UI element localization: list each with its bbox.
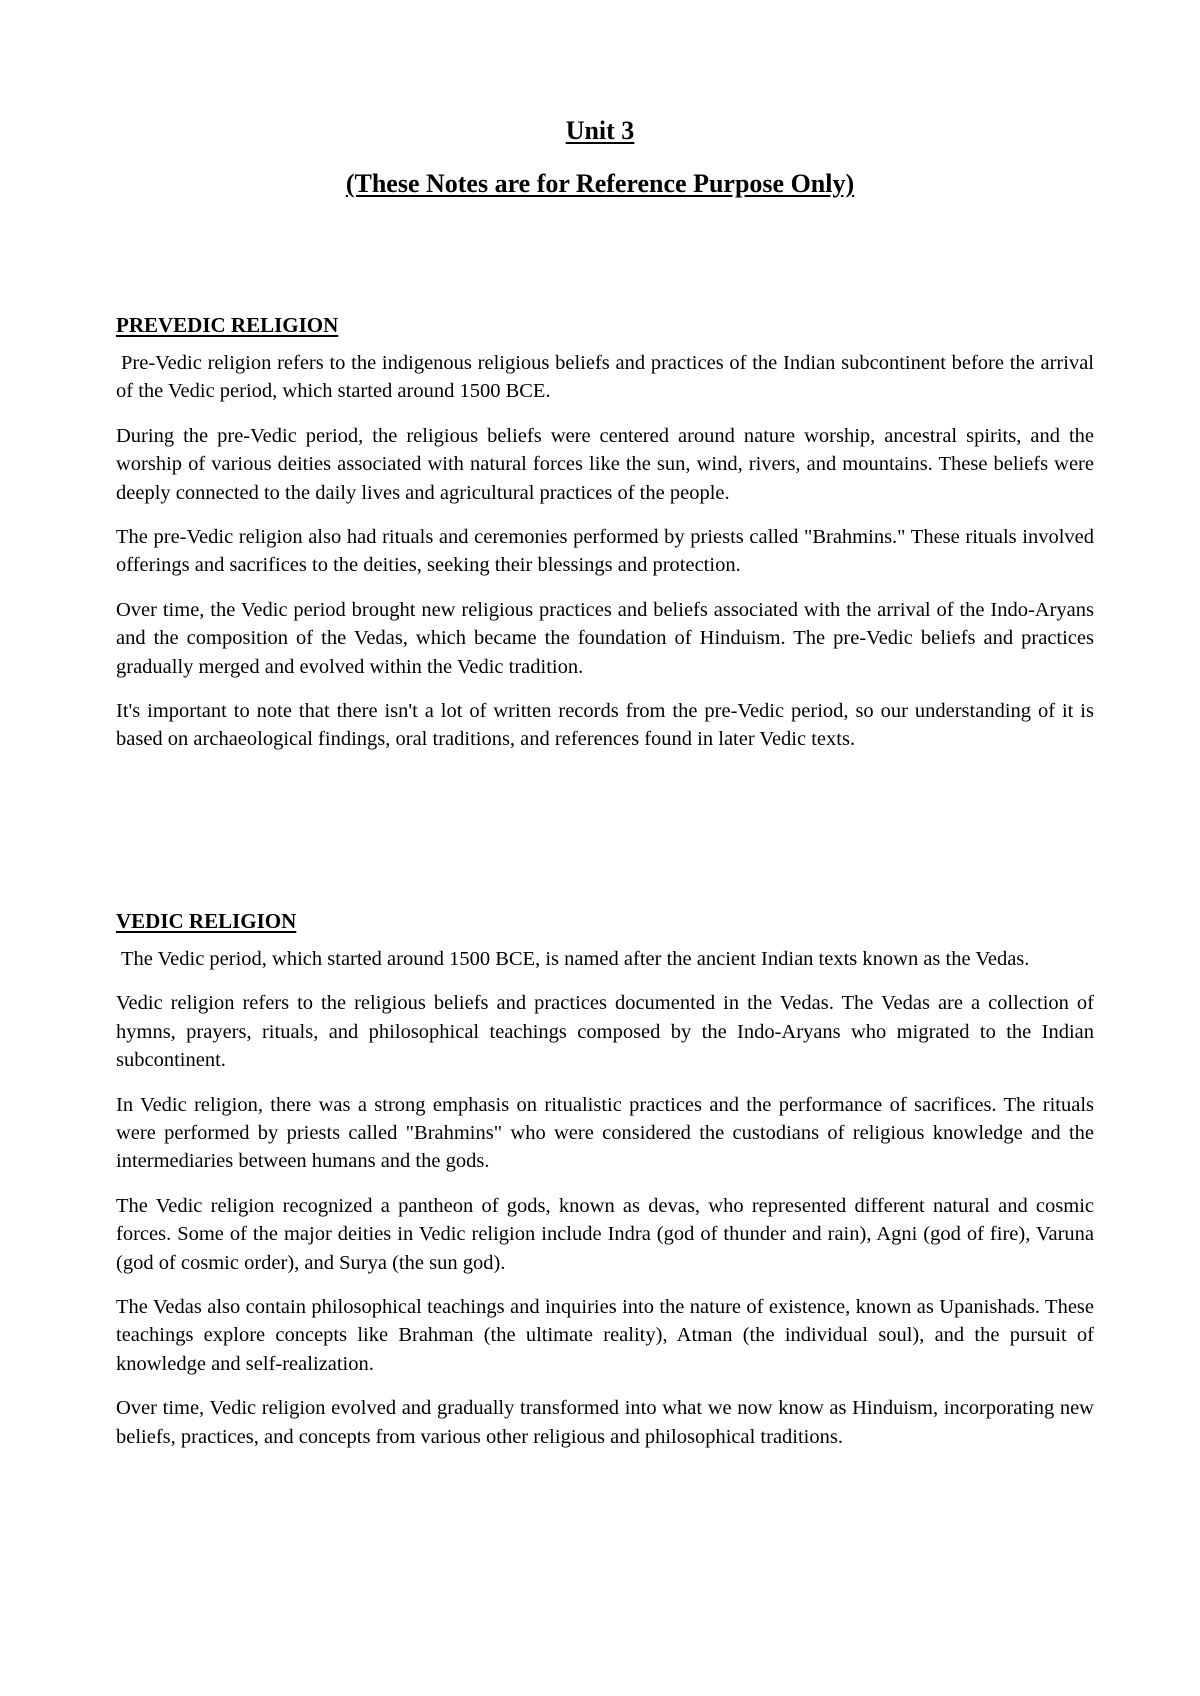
- section-heading: PREVEDIC RELIGION: [116, 313, 339, 337]
- paragraph: The pre-Vedic religion also had rituals and ceremonies performed by priests called "Brahmins." These rituals involved offerings and sacrifices to the deities, seeking their blessings and protection.: [116, 526, 1094, 577]
- document-subtitle: (These Notes are for Reference Purpose Only): [345, 169, 855, 198]
- paragraph: During the pre-Vedic period, the religious beliefs were centered around nature worship, ancestral spirits, and the worship of various deities associated with natural forces like the sun, wind, rivers, and mountains. These beliefs were deeply connected to the daily lives and agricultural practices of the people.: [116, 424, 1094, 504]
- section-vedic-religion: [116, 907, 1094, 1467]
- paragraph: The Vedic religion recognized a pantheon of gods, known as devas, who represented different natural and cosmic forces. Some of the major deities in Vedic religion include Indra (god of thunder and rain), Agni (god of fire), Varuna (god of cosmic order), and Surya (the sun god).: [116, 1194, 1094, 1274]
- paragraph: It's important to note that there isn't a lot of written records from the pre-Vedic period, so our understanding of it is based on archaeological findings, oral traditions, and references found in later Vedic texts.: [116, 700, 1094, 751]
- paragraph: Over time, Vedic religion evolved and gradually transformed into what we now know as Hinduism, incorporating new beliefs, practices, and concepts from various other religious and philosophical traditions.: [116, 1397, 1094, 1448]
- paragraph: In Vedic religion, there was a strong emphasis on ritualistic practices and the performance of sacrifices. The rituals were performed by priests called "Brahmins" who were considered the custodians of religious knowledge and the intermediaries between humans and the gods.: [116, 1093, 1094, 1173]
- paragraph: Over time, the Vedic period brought new religious practices and beliefs associated with the arrival of the Indo-Aryans and the composition of the Vedas, which became the foundation of Hinduism. The pre-Vedic beliefs and practices gradually merged and evolved within the Vedic tradition.: [116, 598, 1094, 678]
- section-heading: VEDIC RELIGION: [116, 909, 297, 933]
- paragraph: Pre-Vedic religion refers to the indigenous religious beliefs and practices of the Indian subcontinent before the arrival of the Vedic period, which started around 1500 BCE.: [116, 352, 1094, 403]
- document-title: Unit 3: [565, 116, 635, 145]
- paragraph: Vedic religion refers to the religious beliefs and practices documented in the Vedas. The Vedas are a collection of hymns, prayers, rituals, and philosophical teachings composed by the Indo-Aryans who migrated to the Indian subcontinent.: [116, 992, 1094, 1072]
- section-prevedic-religion: [116, 311, 1094, 770]
- paragraph: The Vedic period, which started around 1500 BCE, is named after the ancient Indian texts known as the Vedas.: [121, 948, 1030, 970]
- paragraph: The Vedas also contain philosophical teachings and inquiries into the nature of existence, known as Upanishads. These teachings explore concepts like Brahman (the ultimate reality), Atman (the individual soul), and the pursuit of knowledge and self-realization.: [116, 1296, 1094, 1375]
